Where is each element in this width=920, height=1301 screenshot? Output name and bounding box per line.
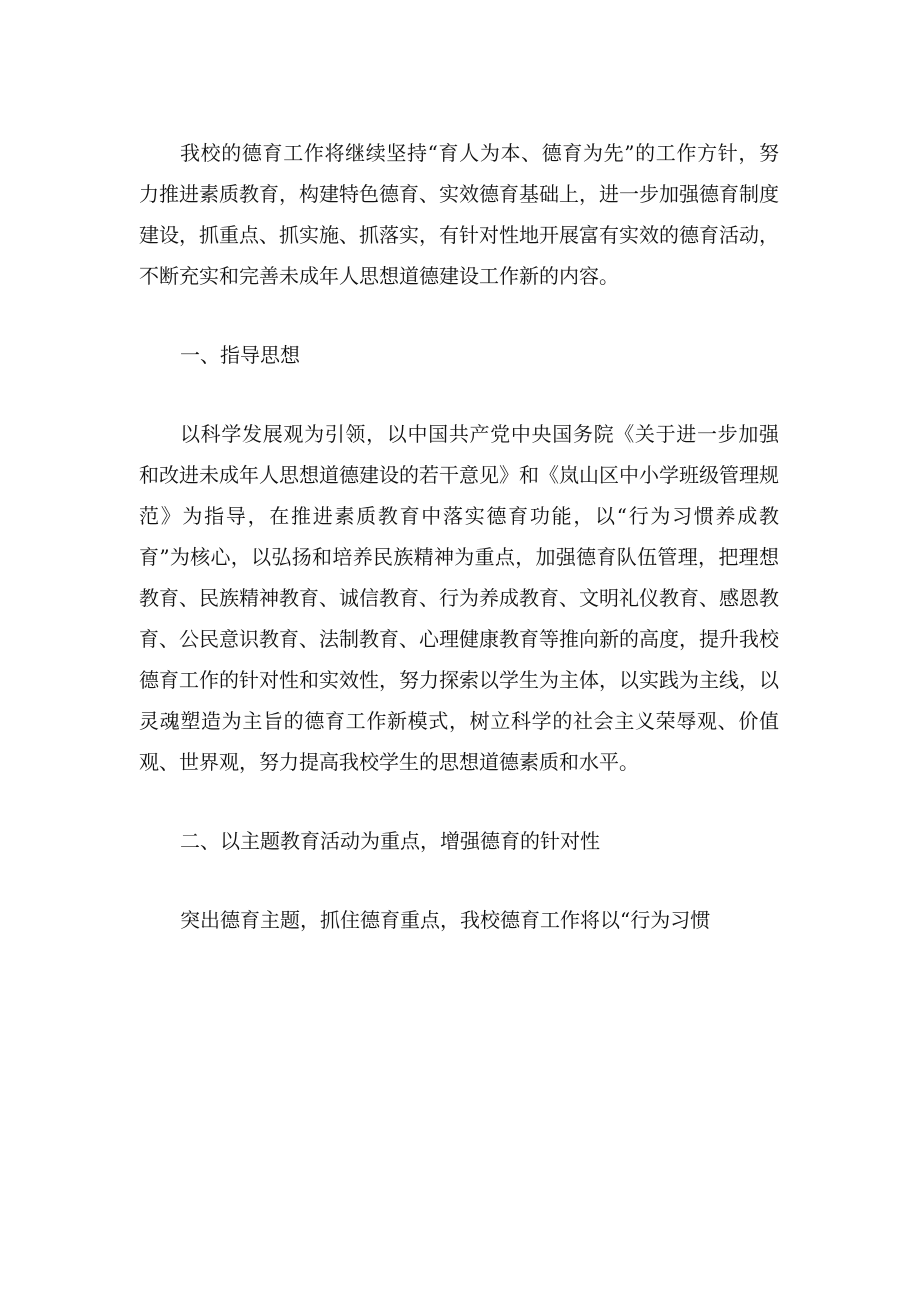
section-heading-theme-education: 二、以主题教育活动为重点，增强德育的针对性 [180,829,600,853]
document-body [139,133,779,941]
intro-paragraph: 我校的德育工作将继续坚持“育人为本、德育为先”的工作方针，努力推进素质教育，构建特色德育、实效德育基础上，进一步加强德育制度建设，抓重点、抓实施、抓落实，有针对性地开展富有实效的德育活动，不断充实和完善未成年人思想道德建设工作新的内容。 [139,141,779,288]
guiding-ideology-paragraph: 以科学发展观为引领，以中国共产党中央国务院《关于进一步加强和改进未成年人思想道德建设的若干意见》和《岚山区中小学班级管理规范》为指导，在推进素质教育中落实德育功能，以“行为习惯养成教育”为核心，以弘扬和培养民族精神为重点，加强德育队伍管理，把理想教育、民族精神教育、诚信教育、行为养成教育、文明礼仪教育、感恩教育、公民意识教育、法制教育、心理健康教育等推向新的高度，提升我校德育工作的针对性和实效性，努力探索以学生为主体，以实践为主线，以灵魂塑造为主旨的德育工作新模式，树立科学的社会主义荣辱观、价值观、世界观，努力提高我校学生的思想道德素质和水平。 [139,422,779,774]
theme-education-paragraph: 突出德育主题，抓住德育重点，我校德育工作将以“行为习惯 [180,908,711,932]
section-heading-guiding-ideology: 一、指导思想 [180,343,300,367]
